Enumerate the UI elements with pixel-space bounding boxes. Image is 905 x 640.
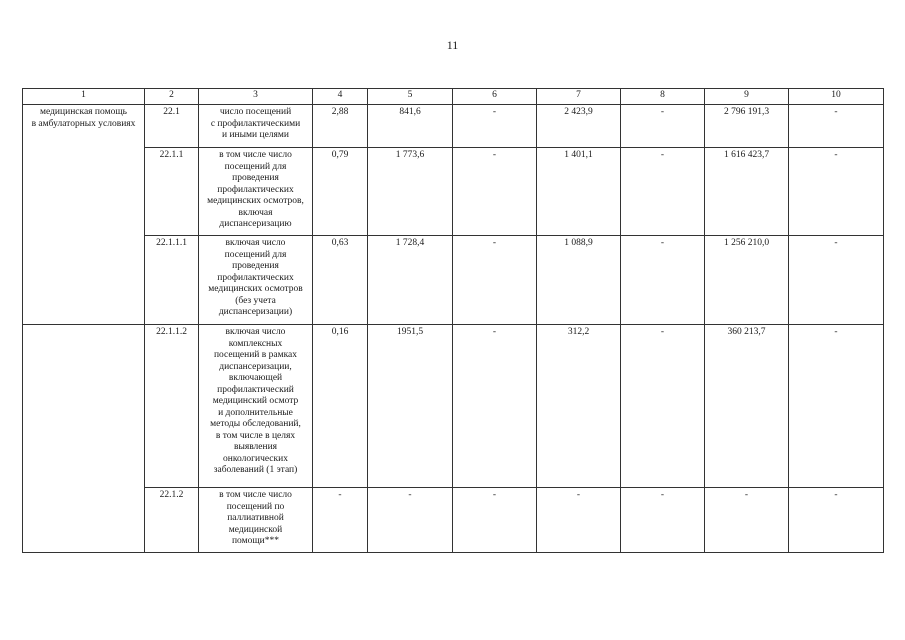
empty-group-cell bbox=[23, 325, 145, 553]
table-row bbox=[23, 148, 884, 236]
cell-value: - bbox=[621, 105, 705, 148]
cell-value: 360 213,7 bbox=[705, 325, 789, 488]
row-description: включая число посещений для проведения профилактических медицинских осмотров (без учета диспансеризации) bbox=[199, 236, 313, 325]
column-header: 8 bbox=[621, 89, 705, 105]
cell-value: - bbox=[313, 488, 368, 553]
cell-value: 1 728,4 bbox=[368, 236, 453, 325]
cell-value: - bbox=[789, 105, 884, 148]
cell-value: - bbox=[453, 488, 537, 553]
cell-value: - bbox=[789, 148, 884, 236]
cell-value: - bbox=[789, 236, 884, 325]
column-header: 7 bbox=[537, 89, 621, 105]
column-header: 2 bbox=[145, 89, 199, 105]
table-row bbox=[23, 325, 884, 488]
cell-value: - bbox=[621, 325, 705, 488]
row-description: число посещений с профилактическими и иными целями bbox=[199, 105, 313, 148]
data-table bbox=[22, 88, 884, 553]
cell-value: - bbox=[453, 105, 537, 148]
page-number: 11 bbox=[446, 38, 459, 52]
table-row bbox=[23, 488, 884, 553]
cell-value: - bbox=[789, 325, 884, 488]
cell-value: 1 088,9 bbox=[537, 236, 621, 325]
row-code: 22.1.1.1 bbox=[145, 236, 199, 325]
column-header: 9 bbox=[705, 89, 789, 105]
cell-value: - bbox=[621, 488, 705, 553]
cell-value: - bbox=[453, 325, 537, 488]
cell-value: - bbox=[621, 148, 705, 236]
row-code: 22.1 bbox=[145, 105, 199, 148]
group-label: медицинская помощь в амбулаторных условиях bbox=[23, 105, 145, 325]
row-description: включая число комплексных посещений в рамках диспансеризации, включающей профилактический медицинский осмотр и дополнительные методы обследований, в том числе в целях выявления онкологических заболеваний (1 этап) bbox=[199, 325, 313, 488]
cell-value: 0,79 bbox=[313, 148, 368, 236]
row-code: 22.1.1.2 bbox=[145, 325, 199, 488]
column-header: 6 bbox=[453, 89, 537, 105]
cell-value: 1 401,1 bbox=[537, 148, 621, 236]
cell-value: 2,88 bbox=[313, 105, 368, 148]
cell-value: - bbox=[537, 488, 621, 553]
column-header: 4 bbox=[313, 89, 368, 105]
cell-value: 1 616 423,7 bbox=[705, 148, 789, 236]
column-header: 3 bbox=[199, 89, 313, 105]
cell-value: - bbox=[621, 236, 705, 325]
column-header: 10 bbox=[789, 89, 884, 105]
cell-value: 1951,5 bbox=[368, 325, 453, 488]
cell-value: 1 256 210,0 bbox=[705, 236, 789, 325]
row-code: 22.1.2 bbox=[145, 488, 199, 553]
cell-value: 0,16 bbox=[313, 325, 368, 488]
row-description: в том числе число посещений по паллиативной медицинской помощи*** bbox=[199, 488, 313, 553]
row-code: 22.1.1 bbox=[145, 148, 199, 236]
cell-value: 1 773,6 bbox=[368, 148, 453, 236]
cell-value: 841,6 bbox=[368, 105, 453, 148]
cell-value: 2 796 191,3 bbox=[705, 105, 789, 148]
cell-value: 0,63 bbox=[313, 236, 368, 325]
column-header: 1 bbox=[23, 89, 145, 105]
cell-value: - bbox=[789, 488, 884, 553]
table-header-row bbox=[23, 89, 884, 105]
cell-value: - bbox=[453, 148, 537, 236]
table-row bbox=[23, 236, 884, 325]
column-header: 5 bbox=[368, 89, 453, 105]
row-description: в том числе число посещений для проведения профилактических медицинских осмотров, включая диспансеризацию bbox=[199, 148, 313, 236]
table-row bbox=[23, 105, 884, 148]
cell-value: - bbox=[453, 236, 537, 325]
cell-value: - bbox=[705, 488, 789, 553]
cell-value: 312,2 bbox=[537, 325, 621, 488]
cell-value: 2 423,9 bbox=[537, 105, 621, 148]
cell-value: - bbox=[368, 488, 453, 553]
